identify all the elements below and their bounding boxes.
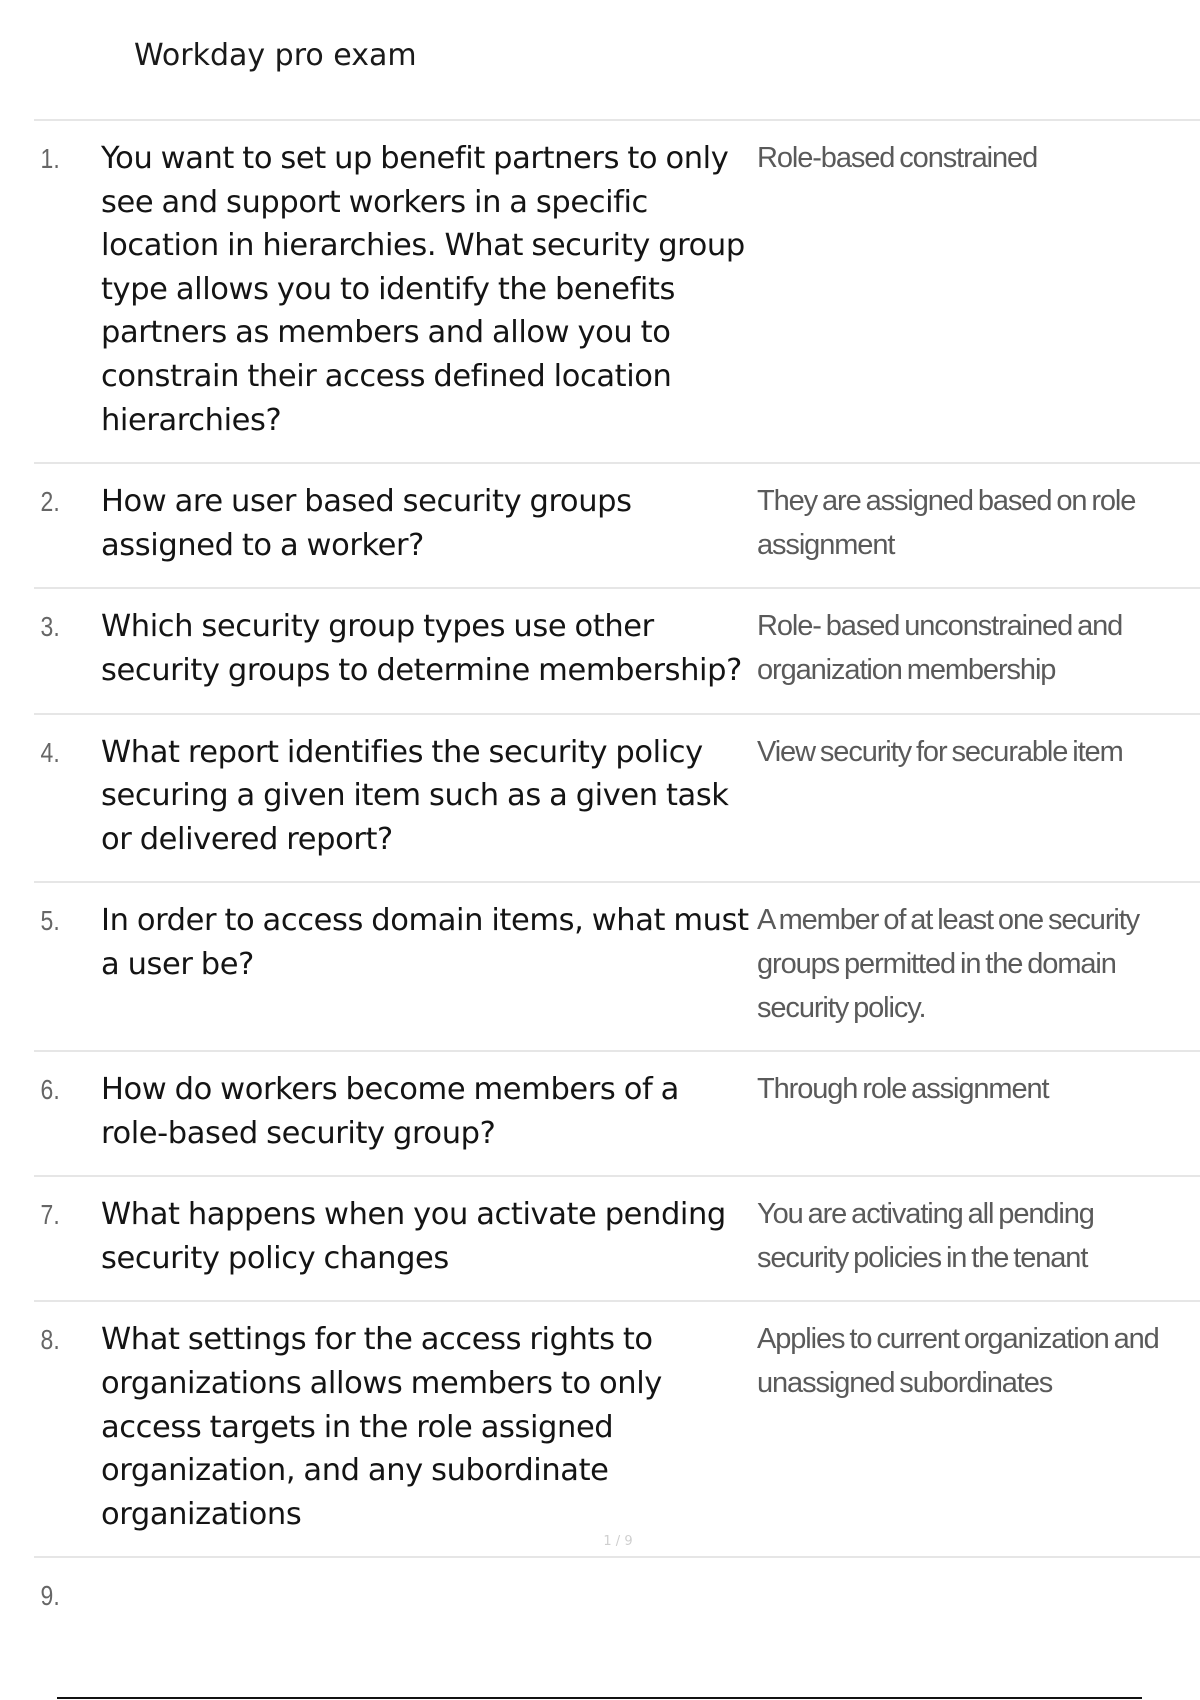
answer-text: Role-based constrained [757,142,1038,174]
qa-row [34,121,1200,464]
answer-text: They are assigned based on role assignment [757,485,1136,561]
answer-text: Role- based unconstrained and organization membership [757,610,1123,686]
answer-text: You are activating all pending security policies in the tenant [757,1198,1094,1274]
question-text: How are user based security groups assigned to a worker? [101,484,632,563]
question-number: 9. [40,1580,60,1612]
question-text: How do workers become members of a role-based security group? [101,1072,679,1151]
question-number: 3. [40,611,60,643]
qa-row [34,589,1200,714]
bottom-divider [57,1697,1142,1699]
question-text: What settings for the access rights to organizations allows members to only access targets in the role assigned organization, and any subordinate organizations [101,1322,662,1532]
question-text: What report identifies the security policy securing a given item such as a given task or delivered report? [101,734,729,857]
qa-row [34,464,1200,589]
qa-row [34,1558,1200,1638]
qa-row [34,715,1200,884]
question-number: 5. [40,905,60,937]
question-number: 4. [40,736,60,768]
qa-row [34,1052,1200,1177]
question-text: You want to set up benefit partners to only see and support workers in a specific location in hierarchies. What security group type allows you to identify the benefits partners as members and allow you to constrain their access defined location hierarchies? [101,141,745,438]
answer-text: Applies to current organization and unassigned subordinates [757,1323,1159,1400]
qa-row [34,1177,1200,1302]
qa-row [34,883,1200,1052]
page-indicator: 1 / 9 [603,1534,633,1549]
question-number: 1. [40,143,60,174]
answer-text: View security for securable item [757,735,1123,768]
document-title: Workday pro exam [134,38,417,73]
question-text: Which security group types use other security groups to determine membership? [101,609,742,688]
qa-table [34,119,1200,1638]
question-number: 7. [40,1199,60,1231]
question-number: 8. [40,1324,60,1356]
question-text: In order to access domain items, what must a user be? [101,903,749,982]
question-number: 2. [40,486,60,518]
answer-text: A member of at least one security groups permitted in the domain security policy. [757,904,1140,1024]
answer-text: Through role assignment [757,1073,1049,1106]
question-text: What happens when you activate pending security policy changes [101,1197,726,1276]
question-number: 6. [40,1074,60,1106]
qa-row [34,1302,1200,1558]
